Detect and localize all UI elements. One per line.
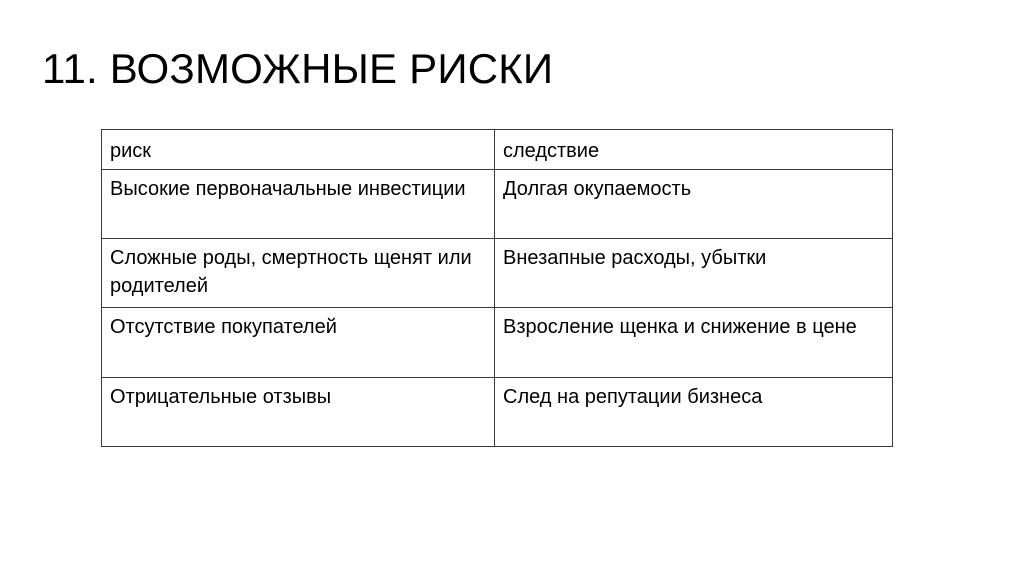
consequence-cell: Внезапные расходы, убытки xyxy=(495,239,893,308)
risk-cell: Отрицательные отзывы xyxy=(102,378,495,447)
table-row xyxy=(102,239,893,308)
consequence-cell: След на репутации бизнеса xyxy=(495,378,893,447)
risk-cell: Высокие первоначальные инвестиции xyxy=(102,170,495,239)
header-cell-consequence: следствие xyxy=(495,130,893,170)
risk-table xyxy=(101,129,893,447)
consequence-cell: Долгая окупаемость xyxy=(495,170,893,239)
header-cell-risk: риск xyxy=(102,130,495,170)
consequence-cell: Взросление щенка и снижение в цене xyxy=(495,308,893,378)
table-header-row xyxy=(102,130,893,170)
risk-cell: Сложные роды, смертность щенят или родителей xyxy=(102,239,495,308)
slide-title: 11. ВОЗМОЖНЫЕ РИСКИ xyxy=(42,45,554,92)
risk-cell: Отсутствие покупателей xyxy=(102,308,495,378)
table-row xyxy=(102,308,893,378)
table-row xyxy=(102,170,893,239)
table-row xyxy=(102,378,893,447)
